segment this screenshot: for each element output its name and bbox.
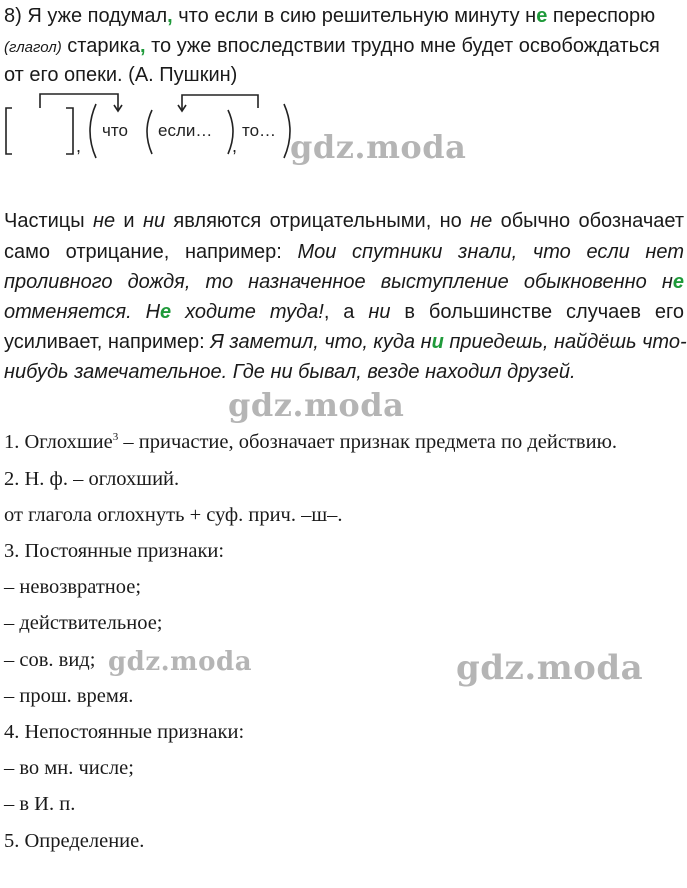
analysis-item-5: 5. Определение.	[4, 830, 145, 852]
schema-word-esli: если…	[158, 121, 213, 140]
highlighted-letter: и	[431, 331, 444, 353]
analysis-feature-5: – во мн. числе;	[4, 757, 134, 779]
main-clause-close-bracket	[66, 108, 73, 154]
schema-word-to: то…	[242, 121, 277, 140]
dependency-arrow	[40, 94, 118, 110]
schema-comma: ,	[76, 136, 82, 156]
watermark: gdz.moda	[290, 128, 467, 166]
schema-comma-2: ,	[232, 136, 238, 156]
task-line-2	[4, 32, 660, 62]
explanation-line-5: усиливает, например: Я заметил, что, куда ни приедешь, найдёшь что-	[4, 331, 687, 353]
inner-dependency-arrow	[182, 95, 258, 110]
highlighted-letter: е	[160, 301, 172, 323]
watermark: gdz.moda	[108, 647, 253, 677]
explanation-line-3: проливного дождя, то назначенное выступление обыкновенно не	[4, 271, 684, 293]
task-line-2-text1: старика	[61, 35, 140, 57]
sentence-schema	[0, 86, 300, 166]
analysis-feature-4: – прош. время.	[4, 685, 134, 707]
analysis-feature-1: – невозвратное;	[4, 576, 142, 598]
analysis-item-1: 1. Оглохшие$^3$ – причастие, обозначает признак предмета по действию.	[4, 431, 618, 453]
highlighted-letter: е	[536, 5, 548, 27]
task-line-3: от его опеки. (А. Пушкин)	[4, 64, 238, 86]
analysis-item-2b: от глагола оглохнуть + суф. прич. –ш–.	[4, 504, 343, 526]
analysis-item-4: 4. Непостоянные признаки:	[4, 721, 245, 743]
task-line-1-mid: что если в сию решительную минуту н	[172, 5, 537, 27]
explanation-line-2: само отрицание, например: Мои спутники знали, что если нет	[4, 241, 684, 263]
highlighted-comma: ,	[139, 35, 146, 57]
analysis-item-3: 3. Постоянные признаки:	[4, 540, 225, 562]
task-line-1-rest: переспорю	[547, 5, 656, 27]
inner-open-paren	[147, 110, 152, 154]
explanation-line-1: Частицы не и ни являются отрицательными, но не обычно обозначает	[4, 210, 684, 232]
word-class-note: (глагол)	[4, 39, 62, 56]
highlighted-letter: е	[672, 271, 684, 293]
analysis-feature-2: – действительное;	[4, 612, 163, 634]
task-line-2-text2: то уже впоследствии трудно мне будет освобождаться	[145, 35, 660, 57]
task-line-1-prefix: 8) Я уже подумал	[4, 5, 168, 27]
explanation-line-6: нибудь замечательное. Где ни бывал, везде находил друзей.	[4, 361, 576, 383]
analysis-feature-3: – сов. вид;	[4, 649, 96, 671]
subordinate-open-paren	[90, 104, 96, 158]
explanation-line-4: отменяется. Не ходите туда!, а ни в большинстве случаев его	[4, 301, 685, 323]
watermark: gdz.moda	[228, 386, 405, 424]
analysis-feature-6: – в И. п.	[4, 793, 76, 815]
schema-word-chto: что	[102, 121, 128, 140]
main-clause-open-bracket	[6, 108, 12, 154]
highlighted-comma: ,	[167, 5, 173, 27]
task-line-1	[4, 2, 655, 30]
watermark: gdz.moda	[456, 648, 644, 688]
analysis-item-2: 2. Н. ф. – оглохший.	[4, 468, 180, 490]
